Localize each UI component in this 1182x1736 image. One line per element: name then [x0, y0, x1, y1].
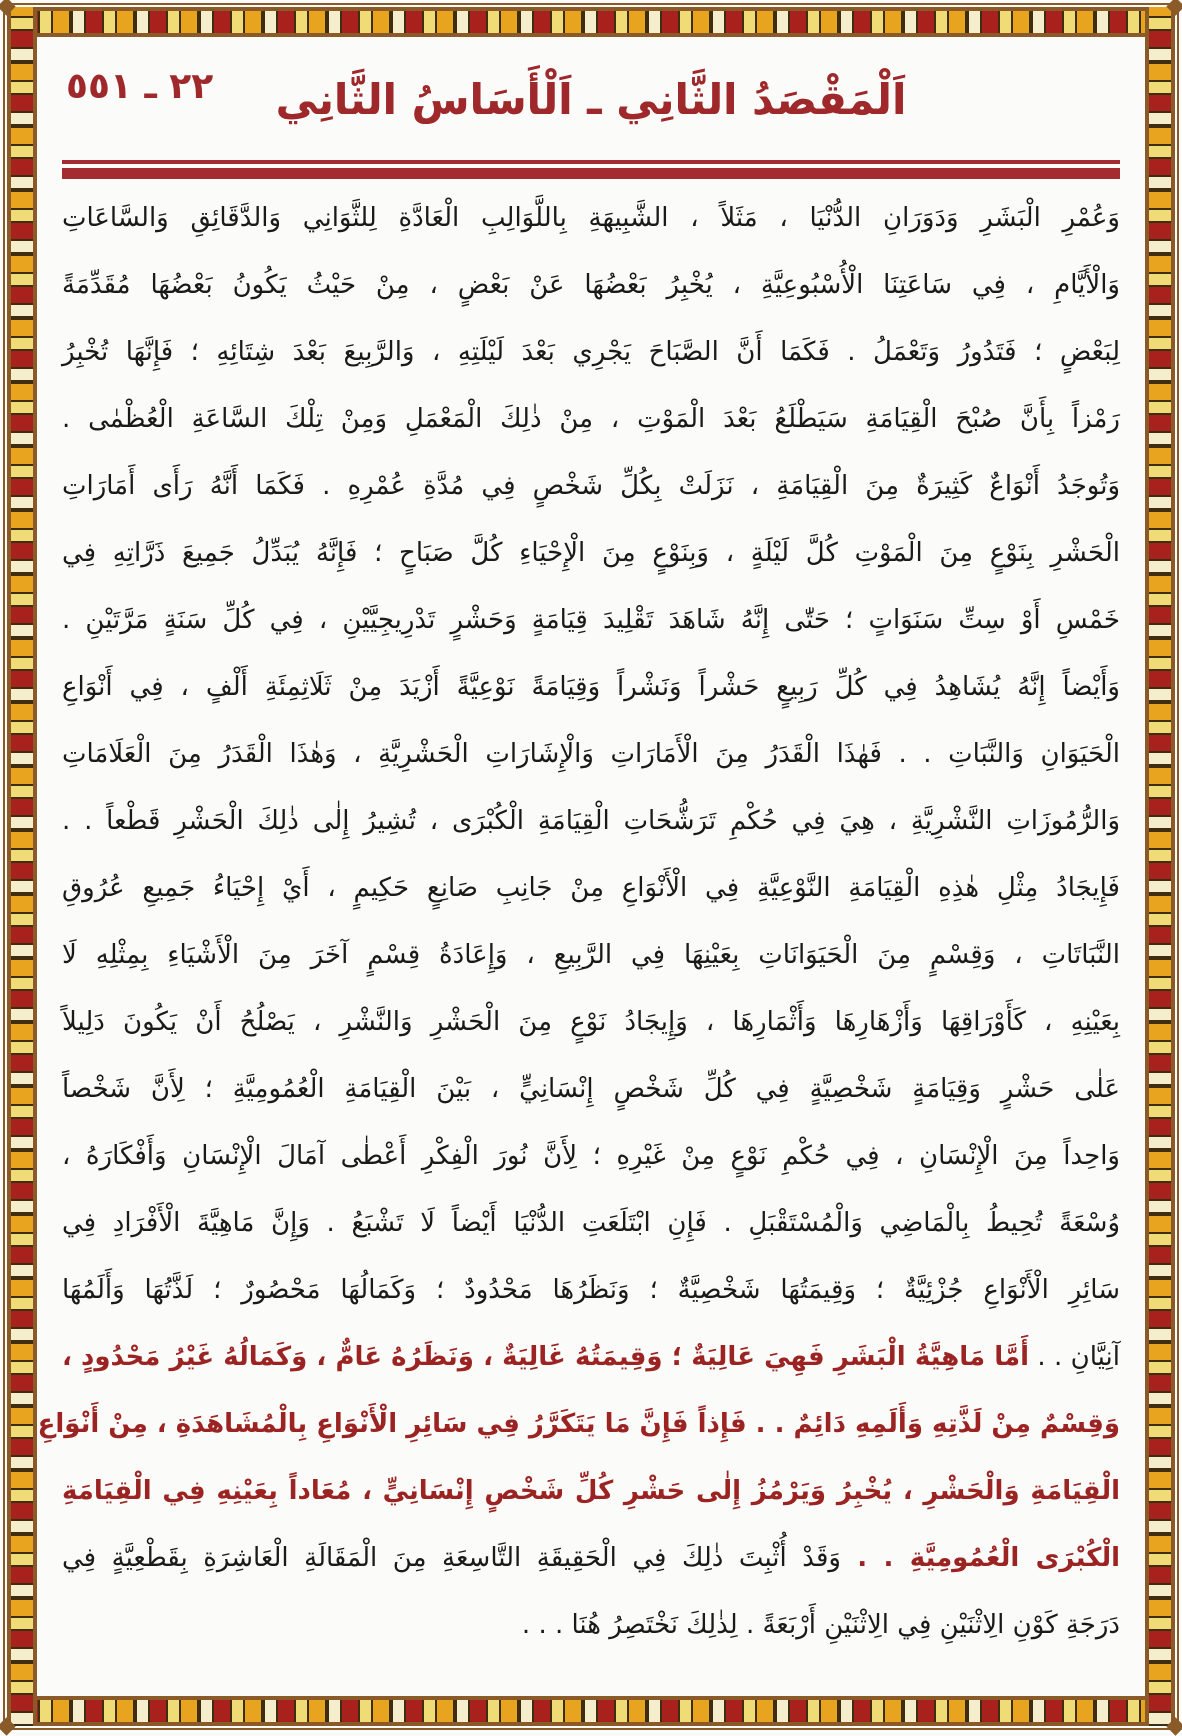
emphasized-red-text: الْقِيَامَةِ وَالْحَشْرِ ، يُخْبِرُ وَيَرْمُزُ إِلٰى حَشْرِ كُلِّ شَخْصٍ إِنْسَانِيٍّ ، مُعَاداً بِعَيْنِهِ فِي الْقِيَامَةِ: [62, 1476, 1120, 1506]
body-text-segment: وَأَيْضاً إِنَّهُ يُشَاهِدُ فِي كُلِّ رَبِيعٍ حَشْراً وَنَشْراً وَقِيَامَةً نَوْعِيَّةً أَزْيَدَ مِنْ ثَلَاثِمِئَةِ أَلْفٍ ، فِي أَنْوَاعِ: [62, 672, 1120, 702]
text-line: [62, 1257, 1120, 1324]
body-text-segment: آنِيَّانِ . .: [1029, 1342, 1120, 1372]
text-line: [62, 1056, 1120, 1123]
text-line: [62, 788, 1120, 855]
body-text-segment: سَائِرِ الْأَنْوَاعِ جُزْئِيَّةٌ ؛ وَقِيمَتُهَا شَخْصِيَّةٌ ؛ وَنَظَرُهَا مَحْدُودٌ ؛ وَكَمَالُهَا مَحْصُورٌ ؛ لَذَّتُهَا وَأَلَمُهَا: [62, 1275, 1120, 1305]
body-text-segment: الْحَيَوَانِ وَالنَّبَاتِ . . فَهٰذَا الْقَدَرُ مِنَ الْأَمَارَاتِ وَالْإِشَارَاتِ الْحَشْرِيَّةِ ، وَهٰذَا الْقَدَرُ مِنَ الْعَلَامَاتِ: [62, 739, 1120, 769]
page-header: [62, 40, 1120, 158]
body-text-segment: وَتُوجَدُ أَنْوَاعٌ كَثِيرَةٌ مِنَ الْقِيَامَةِ ، نَزَلَتْ بِكُلِّ شَخْصٍ فِي مُدَّةِ عُمْرِهِ . فَكَمَا أَنَّهُ رَأَى أَمَارَاتِ: [62, 471, 1120, 501]
text-line: [62, 252, 1120, 319]
body-text-segment: الْحَشْرِ بِنَوْعٍ مِنَ الْمَوْتِ كُلَّ لَيْلَةٍ ، وَبِنَوْعٍ مِنَ الْإِحْيَاءِ كُلَّ صَبَاحٍ ؛ فَإِنَّهُ يُبَدِّلُ جَمِيعَ ذَرَّاتِهِ فِي: [62, 538, 1120, 568]
body-text-segment: فَإِيجَادُ مِثْلِ هٰذِهِ الْقِيَامَةِ النَّوْعِيَّةِ فِي الْأَنْوَاعِ مِنْ جَانِبِ صَانِعٍ حَكِيمٍ ، أَيْ إِحْيَاءُ جَمِيعِ عُرُوقِ: [62, 873, 1120, 903]
body-text-segment: لِبَعْضٍ ؛ فَتَدُورُ وَتَعْمَلُ . فَكَمَا أَنَّ الصَّبَاحَ يَجْرِي بَعْدَ لَيْلَتِهِ ، وَالرَّبِيعَ بَعْدَ شِتَائِهِ ؛ فَإِنَّهَا تُخْبِرُ: [62, 337, 1120, 367]
emphasized-red-text: أَمَّا مَاهِيَّةُ الْبَشَرِ فَهِيَ عَالِيَةٌ ؛ وَقِيمَتُهُ غَالِيَةٌ ، وَنَظَرُهُ عَامٌّ ، وَكَمَالُهُ غَيْرُ مَحْدُودٍ ،: [62, 1342, 1030, 1372]
text-line: [62, 855, 1120, 922]
body-text-segment: خَمْسِ أَوْ سِتِّ سَنَوَاتٍ ؛ حَتّٰى إِنَّهُ شَاهَدَ تَقْلِيدَ قِيَامَةٍ وَحَشْرٍ تَدْرِيجِيَّيْنِ ، فِي كُلِّ سَنَةٍ مَرَّتَيْنِ .: [62, 605, 1120, 635]
body-text-segment: النَّبَاتَاتِ ، وَقِسْمٍ مِنَ الْحَيَوَانَاتِ بِعَيْنِهَا فِي الرَّبِيعِ ، وَإِعَادَةُ قِسْمٍ آخَرَ مِنَ الْأَشْيَاءِ بِمِثْلِهِ لَا: [62, 940, 1120, 970]
body-text-segment: وَاحِداً مِنَ الْإِنْسَانِ ، فِي حُكْمِ نَوْعٍ مِنْ غَيْرِهِ ؛ لِأَنَّ نُورَ الْفِكْرِ أَعْطٰى آمَالَ الْإِنْسَانِ وَأَفْكَارَهُ ،: [62, 1141, 1120, 1171]
body-text: [37, 185, 1120, 1659]
text-line: [62, 386, 1120, 453]
page-content: [37, 40, 1120, 1659]
ornamental-border-left: [7, 7, 37, 1726]
body-text-segment: وَالْأَيَّامِ ، فِي سَاعَتِنَا الْأُسْبُوعِيَّةِ ، يُخْبِرُ بَعْضُهَا عَنْ بَعْضٍ ، مِنْ حَيْثُ يَكُونُ بَعْضُهَا مُقَدِّمَةً: [62, 270, 1120, 300]
text-line: [62, 922, 1120, 989]
body-text-segment: وَعُمْرِ الْبَشَرِ وَدَوَرَانِ الدُّنْيَا ، مَثَلاً ، الشَّبِيهَةِ بِاللَّوَالِبِ الْعَادَّةِ لِلثَّوَانِي وَالدَّقَائِقِ وَالسَّاعَاتِ: [62, 203, 1120, 233]
text-line: [62, 453, 1120, 520]
ornamental-border-right: [1145, 7, 1175, 1726]
body-text-segment: دَرَجَةِ كَوْنِ الِاثْنَيْنِ فِي الِاثْنَيْنِ أَرْبَعَةً . لِذٰلِكَ نَخْتَصِرُ هُنَا . . .: [521, 1610, 1120, 1640]
text-line: [62, 1458, 1120, 1525]
body-text-segment: عَلٰى حَشْرٍ وَقِيَامَةٍ شَخْصِيَّةٍ فِي كُلِّ شَخْصٍ إِنْسَانِيٍّ ، بَيْنَ الْقِيَامَةِ الْعُمُومِيَّةِ ؛ لِأَنَّ شَخْصاً: [62, 1074, 1120, 1104]
text-line: [62, 1525, 1120, 1592]
text-line: [62, 1190, 1120, 1257]
text-line: [37, 1391, 1120, 1458]
text-line: [62, 989, 1120, 1056]
text-line: [62, 319, 1120, 386]
header-divider: [62, 160, 1120, 179]
emphasized-red-text: الْكُبْرَى الْعُمُومِيَّةِ . .: [840, 1543, 1120, 1573]
text-line: [62, 654, 1120, 721]
text-line: [62, 721, 1120, 788]
body-text-segment: بِعَيْنِهِ ، كَأَوْرَاقِهَا وَأَزْهَارِهَا وَأَثْمَارِهَا ، وَإِيجَادُ نَوْعٍ مِنَ الْحَشْرِ وَالنَّشْرِ ، يَصْلُحُ أَنْ يَكُونَ دَلِيلاً: [62, 1007, 1120, 1037]
divider-thick-rule: [62, 168, 1120, 179]
text-line: [62, 520, 1120, 587]
body-text-segment: وَالرُّمُوزَاتِ النَّشْرِيَّةِ ، هِيَ فِي حُكْمِ تَرَشُّحَاتِ الْقِيَامَةِ الْكُبْرَى ، تُشِيرُ إِلٰى ذٰلِكَ الْحَشْرِ قَطْعاً . .: [62, 806, 1120, 836]
page-number: ٢٢ ـ ٥٥١: [66, 66, 214, 107]
text-line: [62, 1123, 1120, 1190]
text-line: [62, 1324, 1120, 1391]
text-line: [62, 185, 1120, 252]
body-text-segment: رَمْزاً بِأَنَّ صُبْحَ الْقِيَامَةِ سَيَطْلَعُ بَعْدَ الْمَوْتِ ، مِنْ ذٰلِكَ الْمَعْمَلِ وَمِنْ تِلْكَ السَّاعَةِ الْعُظْمٰى .: [62, 404, 1120, 434]
body-text-segment: وَقَدْ أُثْبِتَ ذٰلِكَ فِي الْحَقِيقَةِ التَّاسِعَةِ مِنَ الْمَقَالَةِ الْعَاشِرَةِ بِقَطْعِيَّةٍ فِي: [62, 1543, 841, 1573]
body-text-segment: وُسْعَةً تُحِيطُ بِالْمَاضِي وَالْمُسْتَقْبَلِ . فَإِنِ ابْتَلَعَتِ الدُّنْيَا أَيْضاً لَا تَشْبَعُ . وَإِنَّ مَاهِيَّةَ الْأَفْرَادِ فِي: [62, 1208, 1120, 1238]
text-line: [62, 587, 1120, 654]
ornamental-border-top: [7, 7, 1175, 37]
text-line: [62, 1592, 1120, 1659]
page-title: اَلْمَقْصَدُ الثَّانِي ـ اَلْأَسَاسُ الثَّانِي: [275, 74, 907, 124]
ornamental-border-bottom: [7, 1696, 1175, 1726]
emphasized-red-text: وَقِسْمٌ مِنْ لَذَّتِهِ وَأَلَمِهِ دَائِمٌ . . فَإِذاً فَإِنَّ مَا يَتَكَرَّرُ فِي سَائِرِ الْأَنْوَاعِ بِالْمُشَاهَدَةِ ، مِنْ أَنْوَاعِ: [37, 1409, 1120, 1439]
